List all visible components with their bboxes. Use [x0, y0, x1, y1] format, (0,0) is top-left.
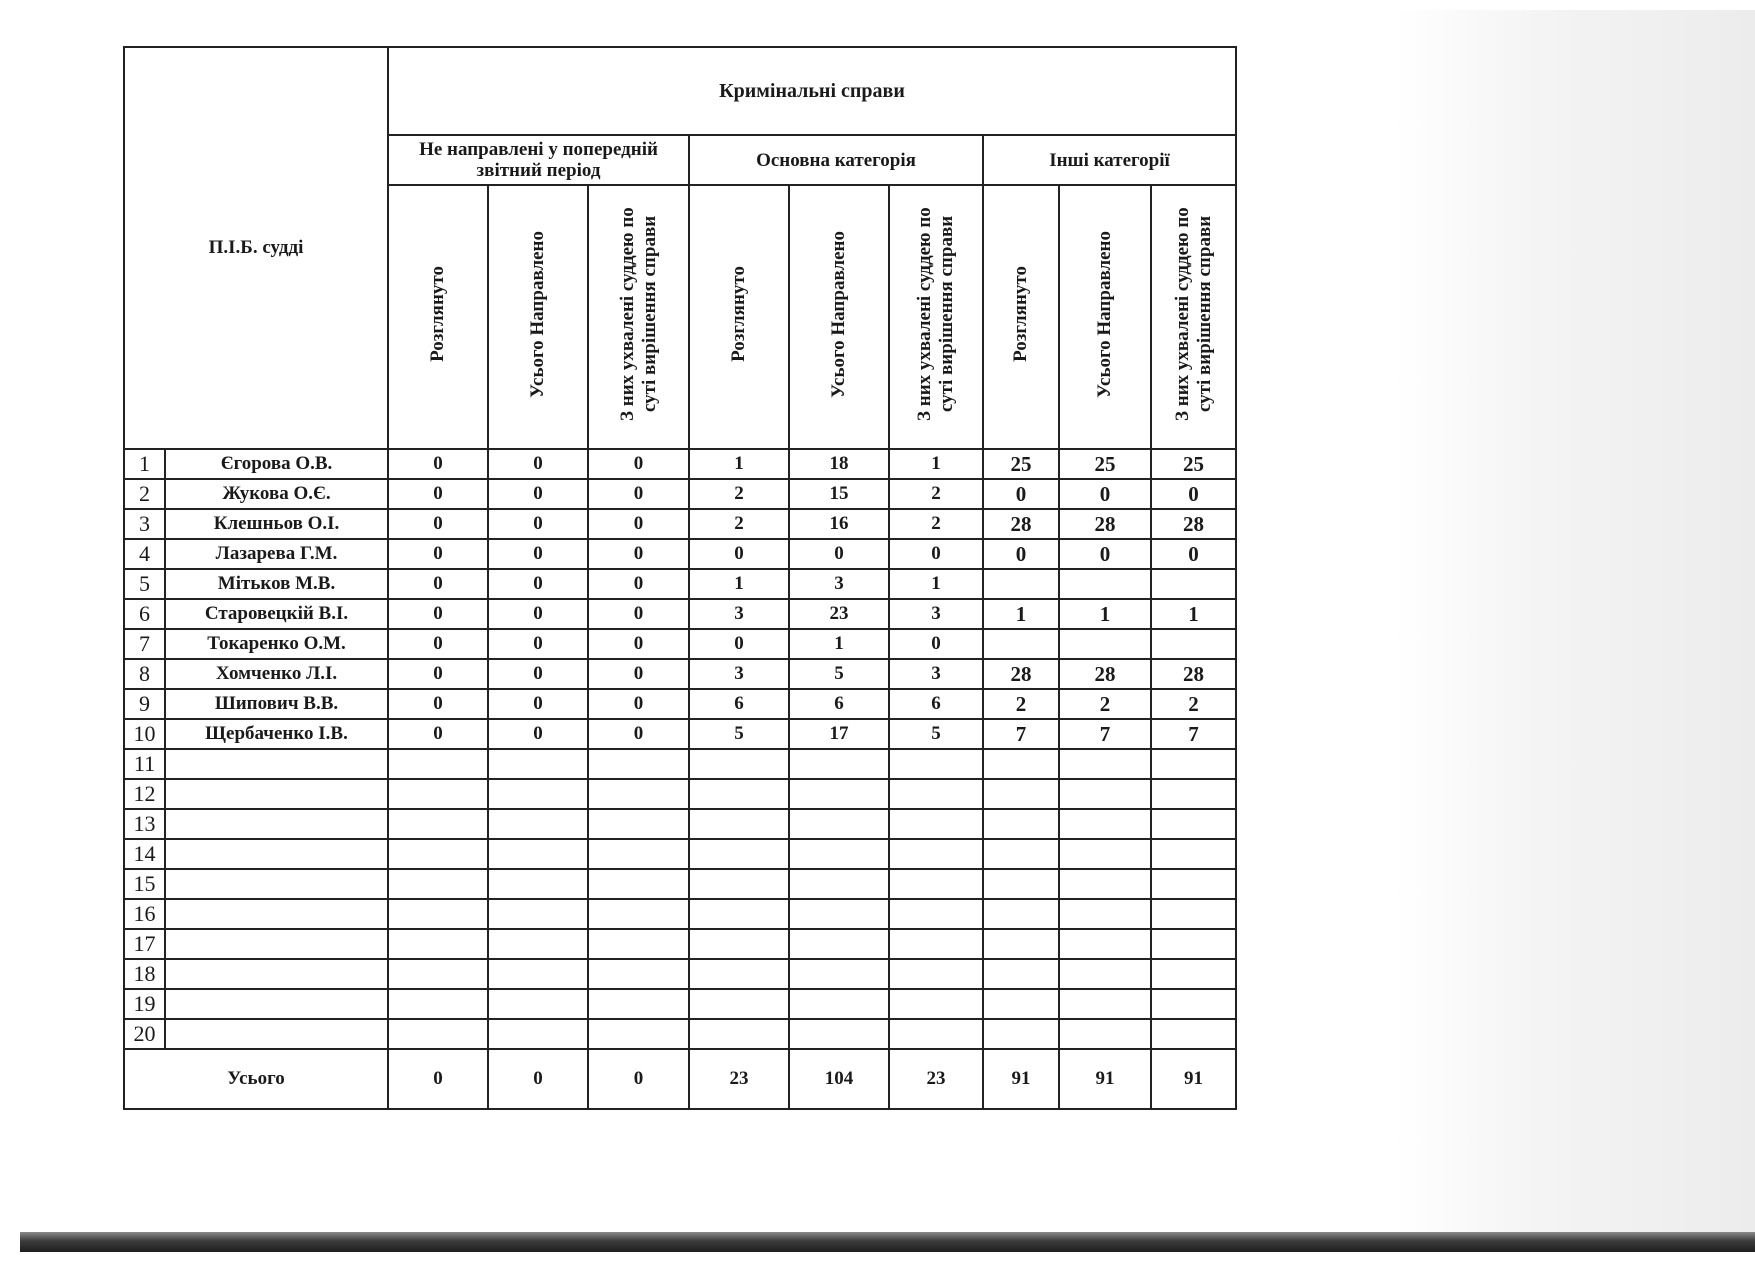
- value-cell: [1059, 809, 1151, 839]
- table-row: [124, 689, 1236, 719]
- table-row: [124, 749, 1236, 779]
- value-cell: [889, 929, 983, 959]
- value-cell: 0: [1059, 479, 1151, 509]
- value-cell: 2: [1059, 689, 1151, 719]
- value-cell: [1151, 989, 1236, 1019]
- judge-name: [165, 899, 388, 929]
- value-cell: [1059, 779, 1151, 809]
- value-cell: [388, 899, 488, 929]
- judge-name: [165, 869, 388, 899]
- judge-name: [165, 929, 388, 959]
- value-cell: 2: [689, 479, 789, 509]
- column-header: Розглянуто: [983, 185, 1059, 449]
- value-cell: [1151, 839, 1236, 869]
- judge-name: [165, 839, 388, 869]
- value-cell: 28: [1151, 659, 1236, 689]
- row-number: 8: [124, 659, 165, 689]
- row-number: 4: [124, 539, 165, 569]
- table-row: [124, 509, 1236, 539]
- value-cell: 0: [388, 659, 488, 689]
- value-cell: [488, 959, 588, 989]
- value-cell: [1059, 629, 1151, 659]
- value-cell: 28: [983, 509, 1059, 539]
- value-cell: [488, 989, 588, 1019]
- value-cell: [983, 839, 1059, 869]
- value-cell: 0: [488, 539, 588, 569]
- value-cell: [488, 839, 588, 869]
- value-cell: 0: [388, 689, 488, 719]
- row-number: 3: [124, 509, 165, 539]
- value-cell: 1: [1059, 599, 1151, 629]
- row-number: 17: [124, 929, 165, 959]
- total-cell: 0: [588, 1049, 689, 1109]
- value-cell: [588, 809, 689, 839]
- value-cell: 3: [689, 659, 789, 689]
- value-cell: [388, 1019, 488, 1049]
- value-cell: [789, 869, 889, 899]
- table-row: [124, 719, 1236, 749]
- value-cell: [789, 1019, 889, 1049]
- value-cell: [983, 629, 1059, 659]
- value-cell: 0: [388, 539, 488, 569]
- row-number: 19: [124, 989, 165, 1019]
- value-cell: [789, 839, 889, 869]
- table-row: [124, 779, 1236, 809]
- table-row: [124, 569, 1236, 599]
- table-row: [124, 629, 1236, 659]
- scan-bottom-edge: [20, 1232, 1755, 1252]
- value-cell: [588, 989, 689, 1019]
- value-cell: 28: [1059, 659, 1151, 689]
- judge-name: [165, 749, 388, 779]
- value-cell: [983, 929, 1059, 959]
- value-cell: 0: [388, 509, 488, 539]
- value-cell: 3: [889, 599, 983, 629]
- group-header-other-categories: Інші категорії: [983, 135, 1236, 185]
- value-cell: 25: [1151, 449, 1236, 479]
- value-cell: [789, 809, 889, 839]
- scan-margin: [0, 1252, 1755, 1275]
- table-row: [124, 959, 1236, 989]
- value-cell: 0: [588, 689, 689, 719]
- value-cell: [588, 779, 689, 809]
- value-cell: 0: [388, 479, 488, 509]
- value-cell: [889, 959, 983, 989]
- value-cell: 0: [488, 689, 588, 719]
- row-number: 12: [124, 779, 165, 809]
- value-cell: 0: [588, 719, 689, 749]
- row-number: 6: [124, 599, 165, 629]
- judge-name: Лазарева Г.М.: [165, 539, 388, 569]
- value-cell: [1151, 899, 1236, 929]
- value-cell: 0: [488, 509, 588, 539]
- value-cell: 0: [488, 719, 588, 749]
- column-header: З них ухвалені суддею по суті вирішення справи: [889, 185, 983, 449]
- table-body: [124, 449, 1236, 1049]
- value-cell: [689, 749, 789, 779]
- value-cell: [889, 809, 983, 839]
- value-cell: 0: [983, 479, 1059, 509]
- value-cell: [983, 869, 1059, 899]
- value-cell: [689, 779, 789, 809]
- value-cell: 0: [488, 449, 588, 479]
- value-cell: [1059, 959, 1151, 989]
- value-cell: [1151, 929, 1236, 959]
- value-cell: 1: [889, 449, 983, 479]
- value-cell: 0: [488, 659, 588, 689]
- value-cell: 0: [1151, 539, 1236, 569]
- group-header-not-sent: Не направлені у попередній звітний період: [388, 135, 689, 185]
- value-cell: 3: [689, 599, 789, 629]
- judge-name: Хомченко Л.І.: [165, 659, 388, 689]
- value-cell: 0: [588, 629, 689, 659]
- value-cell: [889, 749, 983, 779]
- value-cell: 0: [689, 629, 789, 659]
- judge-name: [165, 959, 388, 989]
- table-title: Кримінальні справи: [388, 47, 1236, 135]
- value-cell: 28: [983, 659, 1059, 689]
- table-row: [124, 899, 1236, 929]
- value-cell: 1: [889, 569, 983, 599]
- total-cell: 23: [689, 1049, 789, 1109]
- value-cell: [889, 779, 983, 809]
- value-cell: 0: [588, 509, 689, 539]
- value-cell: [1059, 989, 1151, 1019]
- value-cell: 6: [789, 689, 889, 719]
- row-number: 5: [124, 569, 165, 599]
- value-cell: [983, 569, 1059, 599]
- value-cell: 0: [388, 569, 488, 599]
- value-cell: [983, 809, 1059, 839]
- value-cell: [789, 899, 889, 929]
- value-cell: [983, 779, 1059, 809]
- total-row: [124, 1049, 1236, 1109]
- value-cell: 0: [488, 629, 588, 659]
- value-cell: [488, 809, 588, 839]
- judge-name: Щербаченко І.В.: [165, 719, 388, 749]
- value-cell: 0: [588, 539, 689, 569]
- value-cell: [1151, 779, 1236, 809]
- table-row: [124, 809, 1236, 839]
- value-cell: 0: [588, 599, 689, 629]
- column-header: Усього Направлено: [1059, 185, 1151, 449]
- value-cell: [488, 899, 588, 929]
- value-cell: [889, 1019, 983, 1049]
- value-cell: [689, 1019, 789, 1049]
- table-row: [124, 479, 1236, 509]
- value-cell: 0: [588, 479, 689, 509]
- value-cell: [1151, 569, 1236, 599]
- value-cell: 7: [1059, 719, 1151, 749]
- column-header: З них ухвалені суддею по суті вирішення справи: [1151, 185, 1236, 449]
- value-cell: 0: [388, 629, 488, 659]
- value-cell: [388, 869, 488, 899]
- value-cell: 6: [689, 689, 789, 719]
- table-row: [124, 599, 1236, 629]
- value-cell: 1: [689, 449, 789, 479]
- value-cell: [789, 959, 889, 989]
- value-cell: 0: [1151, 479, 1236, 509]
- value-cell: [388, 839, 488, 869]
- value-cell: [588, 839, 689, 869]
- judge-name: Старовецкій В.І.: [165, 599, 388, 629]
- value-cell: [588, 869, 689, 899]
- row-number: 13: [124, 809, 165, 839]
- value-cell: 3: [889, 659, 983, 689]
- row-number: 7: [124, 629, 165, 659]
- row-number: 15: [124, 869, 165, 899]
- value-cell: 28: [1151, 509, 1236, 539]
- judge-name: Жукова О.Є.: [165, 479, 388, 509]
- row-number: 18: [124, 959, 165, 989]
- row-number: 16: [124, 899, 165, 929]
- judge-name: [165, 809, 388, 839]
- row-number: 11: [124, 749, 165, 779]
- value-cell: 2: [889, 509, 983, 539]
- column-header: Розглянуто: [388, 185, 488, 449]
- value-cell: [789, 779, 889, 809]
- value-cell: [388, 929, 488, 959]
- total-cell: 23: [889, 1049, 983, 1109]
- value-cell: [1151, 629, 1236, 659]
- value-cell: [588, 899, 689, 929]
- value-cell: 5: [789, 659, 889, 689]
- total-cell: 91: [1151, 1049, 1236, 1109]
- value-cell: [1059, 569, 1151, 599]
- value-cell: [1059, 749, 1151, 779]
- total-cell: 104: [789, 1049, 889, 1109]
- row-number: 20: [124, 1019, 165, 1049]
- value-cell: 0: [488, 569, 588, 599]
- value-cell: [689, 929, 789, 959]
- table-row: [124, 989, 1236, 1019]
- table-row: [124, 539, 1236, 569]
- total-cell: 0: [488, 1049, 588, 1109]
- value-cell: 0: [689, 539, 789, 569]
- value-cell: [1059, 899, 1151, 929]
- value-cell: 28: [1059, 509, 1151, 539]
- table-row: [124, 839, 1236, 869]
- value-cell: [388, 809, 488, 839]
- value-cell: 18: [789, 449, 889, 479]
- value-cell: [388, 779, 488, 809]
- value-cell: 2: [983, 689, 1059, 719]
- value-cell: [1151, 869, 1236, 899]
- judge-name: [165, 989, 388, 1019]
- criminal-cases-table: [123, 46, 1237, 1110]
- value-cell: [789, 989, 889, 1019]
- value-cell: [588, 959, 689, 989]
- value-cell: 1: [789, 629, 889, 659]
- value-cell: [983, 989, 1059, 1019]
- value-cell: 25: [1059, 449, 1151, 479]
- value-cell: [1059, 1019, 1151, 1049]
- value-cell: [983, 959, 1059, 989]
- value-cell: [789, 929, 889, 959]
- judge-name: Токаренко О.М.: [165, 629, 388, 659]
- column-header: Розглянуто: [689, 185, 789, 449]
- judge-name: [165, 779, 388, 809]
- group-header-main-category: Основна категорія: [689, 135, 983, 185]
- row-number: 2: [124, 479, 165, 509]
- row-number: 14: [124, 839, 165, 869]
- value-cell: [983, 899, 1059, 929]
- value-cell: 17: [789, 719, 889, 749]
- value-cell: 25: [983, 449, 1059, 479]
- value-cell: [889, 899, 983, 929]
- value-cell: [588, 929, 689, 959]
- value-cell: [689, 959, 789, 989]
- value-cell: 0: [789, 539, 889, 569]
- value-cell: [388, 989, 488, 1019]
- value-cell: 16: [789, 509, 889, 539]
- table-row: [124, 1019, 1236, 1049]
- total-label: Усього: [124, 1049, 388, 1109]
- value-cell: [388, 959, 488, 989]
- value-cell: 5: [889, 719, 983, 749]
- value-cell: [1151, 809, 1236, 839]
- value-cell: 0: [588, 449, 689, 479]
- value-cell: 2: [1151, 689, 1236, 719]
- total-cell: 91: [983, 1049, 1059, 1109]
- value-cell: 0: [1059, 539, 1151, 569]
- value-cell: 0: [388, 719, 488, 749]
- value-cell: [689, 809, 789, 839]
- value-cell: 2: [889, 479, 983, 509]
- scan-shadow: [1395, 10, 1755, 1250]
- value-cell: 5: [689, 719, 789, 749]
- value-cell: [889, 839, 983, 869]
- value-cell: 0: [588, 659, 689, 689]
- value-cell: [488, 779, 588, 809]
- value-cell: 1: [1151, 599, 1236, 629]
- value-cell: 2: [689, 509, 789, 539]
- value-cell: 0: [488, 599, 588, 629]
- value-cell: 7: [1151, 719, 1236, 749]
- value-cell: [488, 929, 588, 959]
- table-row: [124, 449, 1236, 479]
- judge-name: Мітьков М.В.: [165, 569, 388, 599]
- row-number: 1: [124, 449, 165, 479]
- value-cell: [1151, 749, 1236, 779]
- judge-name-header: П.І.Б. судді: [124, 47, 388, 449]
- total-cell: 91: [1059, 1049, 1151, 1109]
- value-cell: 0: [983, 539, 1059, 569]
- table-row: [124, 929, 1236, 959]
- value-cell: [1151, 959, 1236, 989]
- value-cell: [1059, 929, 1151, 959]
- value-cell: [689, 869, 789, 899]
- row-number: 9: [124, 689, 165, 719]
- judge-name: Клешньов О.І.: [165, 509, 388, 539]
- value-cell: 3: [789, 569, 889, 599]
- value-cell: [689, 899, 789, 929]
- value-cell: 0: [488, 479, 588, 509]
- value-cell: [588, 749, 689, 779]
- value-cell: [689, 839, 789, 869]
- value-cell: [488, 1019, 588, 1049]
- judge-name: Єгорова О.В.: [165, 449, 388, 479]
- value-cell: [1151, 1019, 1236, 1049]
- column-header: Усього Направлено: [789, 185, 889, 449]
- value-cell: [488, 749, 588, 779]
- value-cell: 1: [983, 599, 1059, 629]
- value-cell: [789, 749, 889, 779]
- value-cell: [983, 749, 1059, 779]
- judge-name: [165, 1019, 388, 1049]
- value-cell: 0: [889, 629, 983, 659]
- column-header: З них ухвалені суддею по суті вирішення справи: [588, 185, 689, 449]
- value-cell: [983, 1019, 1059, 1049]
- value-cell: 23: [789, 599, 889, 629]
- row-number: 10: [124, 719, 165, 749]
- value-cell: 0: [388, 449, 488, 479]
- value-cell: [488, 869, 588, 899]
- value-cell: [588, 1019, 689, 1049]
- value-cell: 6: [889, 689, 983, 719]
- value-cell: 7: [983, 719, 1059, 749]
- table-row: [124, 869, 1236, 899]
- value-cell: [388, 749, 488, 779]
- value-cell: 0: [388, 599, 488, 629]
- value-cell: [889, 869, 983, 899]
- value-cell: 1: [689, 569, 789, 599]
- total-cell: 0: [388, 1049, 488, 1109]
- value-cell: 15: [789, 479, 889, 509]
- table-row: [124, 659, 1236, 689]
- column-header: Усього Направлено: [488, 185, 588, 449]
- value-cell: [689, 989, 789, 1019]
- value-cell: 0: [588, 569, 689, 599]
- value-cell: [889, 989, 983, 1019]
- value-cell: [1059, 839, 1151, 869]
- value-cell: [1059, 869, 1151, 899]
- value-cell: 0: [889, 539, 983, 569]
- judge-name: Шипович В.В.: [165, 689, 388, 719]
